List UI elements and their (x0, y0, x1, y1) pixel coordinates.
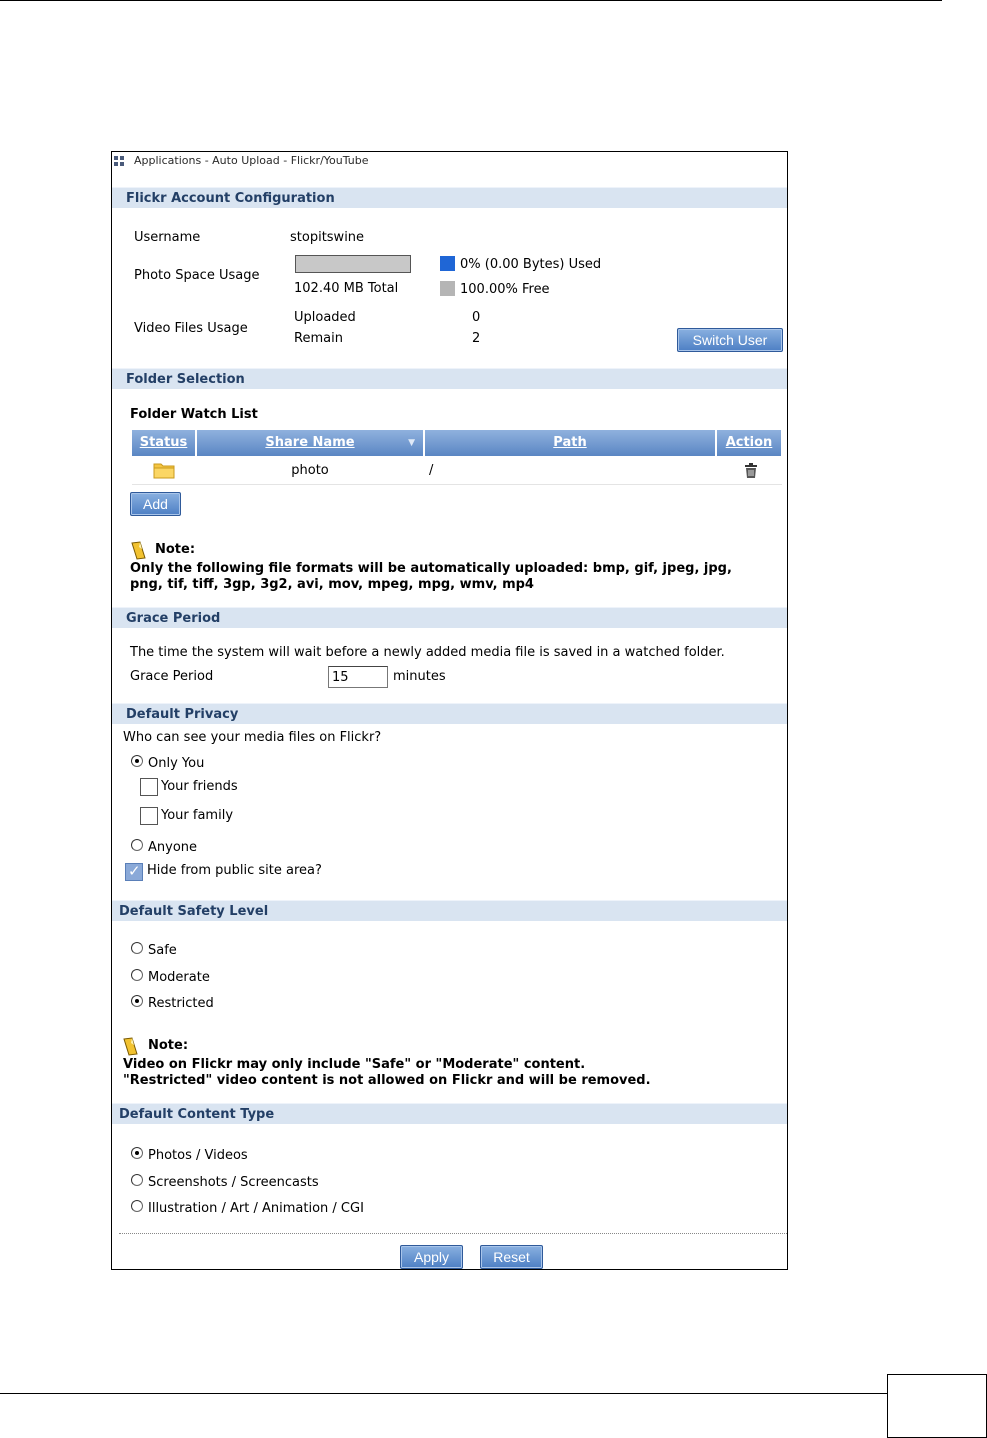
column-share-name-label: Share Name (265, 435, 355, 450)
remain-value: 2 (472, 331, 481, 346)
radio-screenshots[interactable] (131, 1174, 143, 1186)
screenshots-label: Screenshots / Screencasts (148, 1175, 319, 1190)
your-friends-label: Your friends (161, 779, 238, 794)
used-swatch (440, 256, 455, 271)
restricted-label: Restricted (148, 996, 214, 1011)
radio-illustration[interactable] (131, 1200, 143, 1212)
illustration-label: Illustration / Art / Animation / CGI (148, 1201, 364, 1216)
sort-arrow-icon: ▼ (408, 438, 415, 448)
section-header-content: Default Content Type (112, 1103, 787, 1124)
share-name-cell: photo (291, 463, 329, 478)
grace-period-label: Grace Period (130, 669, 214, 684)
username-label: Username (134, 230, 201, 245)
checkbox-your-family[interactable] (140, 807, 158, 825)
column-share-name[interactable] (197, 430, 423, 456)
add-button[interactable]: Add (130, 492, 181, 516)
apply-button[interactable]: Apply (400, 1245, 463, 1269)
section-header-folder: Folder Selection (112, 368, 787, 389)
photo-usage-bar (295, 255, 411, 273)
grace-period-input[interactable] (328, 666, 388, 688)
section-header-privacy: Default Privacy (112, 703, 787, 724)
note-icon (122, 1037, 139, 1056)
grace-period-unit: minutes (393, 669, 446, 684)
moderate-label: Moderate (148, 970, 210, 985)
radio-safe[interactable] (131, 942, 143, 954)
video-usage-label: Video Files Usage (134, 321, 248, 336)
radio-photos-videos[interactable] (131, 1147, 143, 1159)
free-legend (440, 281, 550, 297)
table-row (132, 456, 782, 485)
anyone-label: Anyone (148, 840, 198, 855)
safe-label: Safe (148, 943, 177, 958)
photo-usage-label: Photo Space Usage (134, 268, 260, 283)
column-action[interactable]: Action (717, 430, 781, 456)
free-legend-text: 100.00% Free (460, 282, 550, 297)
column-status[interactable]: Status (132, 430, 195, 456)
only-you-label: Only You (148, 756, 205, 771)
breadcrumb-text: Applications - Auto Upload - Flickr/YouTube (134, 154, 369, 167)
privacy-question: Who can see your media files on Flickr? (123, 730, 382, 745)
folder-icon (153, 461, 175, 479)
note-text-line-2: png, tif, tiff, 3gp, 3g2, avi, mov, mpeg, mpg, wmv, mp4 (130, 577, 534, 592)
path-cell: / (429, 463, 434, 478)
page-number-box (887, 1374, 987, 1438)
radio-anyone[interactable] (131, 839, 143, 851)
free-swatch (440, 281, 455, 296)
photo-total: 102.40 MB Total (294, 281, 399, 296)
page-top-rule (0, 0, 942, 1)
safety-note-title: Note: (148, 1038, 189, 1053)
uploaded-value: 0 (472, 310, 481, 325)
note-icon (130, 541, 147, 560)
used-legend-text: 0% (0.00 Bytes) Used (460, 257, 602, 272)
radio-moderate[interactable] (131, 969, 143, 981)
reset-button[interactable]: Reset (480, 1245, 543, 1269)
section-header-account: Flickr Account Configuration (112, 187, 787, 208)
trash-icon[interactable] (744, 463, 758, 479)
checkbox-your-friends[interactable] (140, 778, 158, 796)
photos-videos-label: Photos / Videos (148, 1148, 248, 1163)
username-value: stopitswine (290, 230, 365, 245)
auto-upload-panel (111, 151, 788, 1270)
your-family-label: Your family (161, 808, 234, 823)
used-legend (440, 256, 601, 272)
column-path[interactable]: Path (425, 430, 715, 456)
section-header-safety: Default Safety Level (112, 900, 787, 921)
safety-note-line-1: Video on Flickr may only include "Safe" or "Moderate" content. (123, 1057, 586, 1072)
grace-description: The time the system will wait before a newly added media file is saved in a watched folder. (130, 645, 725, 660)
radio-restricted[interactable] (131, 995, 143, 1007)
footer-divider (119, 1233, 787, 1234)
grip-icon (114, 156, 124, 166)
breadcrumb (114, 154, 369, 167)
note-title: Note: (155, 542, 196, 557)
safety-note-line-2: "Restricted" video content is not allowed on Flickr and will be removed. (123, 1073, 651, 1088)
section-header-grace: Grace Period (112, 607, 787, 628)
checkbox-hide-public[interactable] (125, 863, 143, 881)
uploaded-label: Uploaded (294, 310, 356, 325)
switch-user-button[interactable]: Switch User (677, 328, 783, 352)
page-bottom-rule (0, 1393, 887, 1394)
note-text-line-1: Only the following file formats will be automatically uploaded: bmp, gif, jpeg, jpg, (130, 561, 732, 576)
remain-label: Remain (294, 331, 343, 346)
folder-watch-list-title: Folder Watch List (130, 407, 258, 422)
hide-public-label: Hide from public site area? (147, 863, 322, 878)
radio-only-you[interactable] (131, 755, 143, 767)
